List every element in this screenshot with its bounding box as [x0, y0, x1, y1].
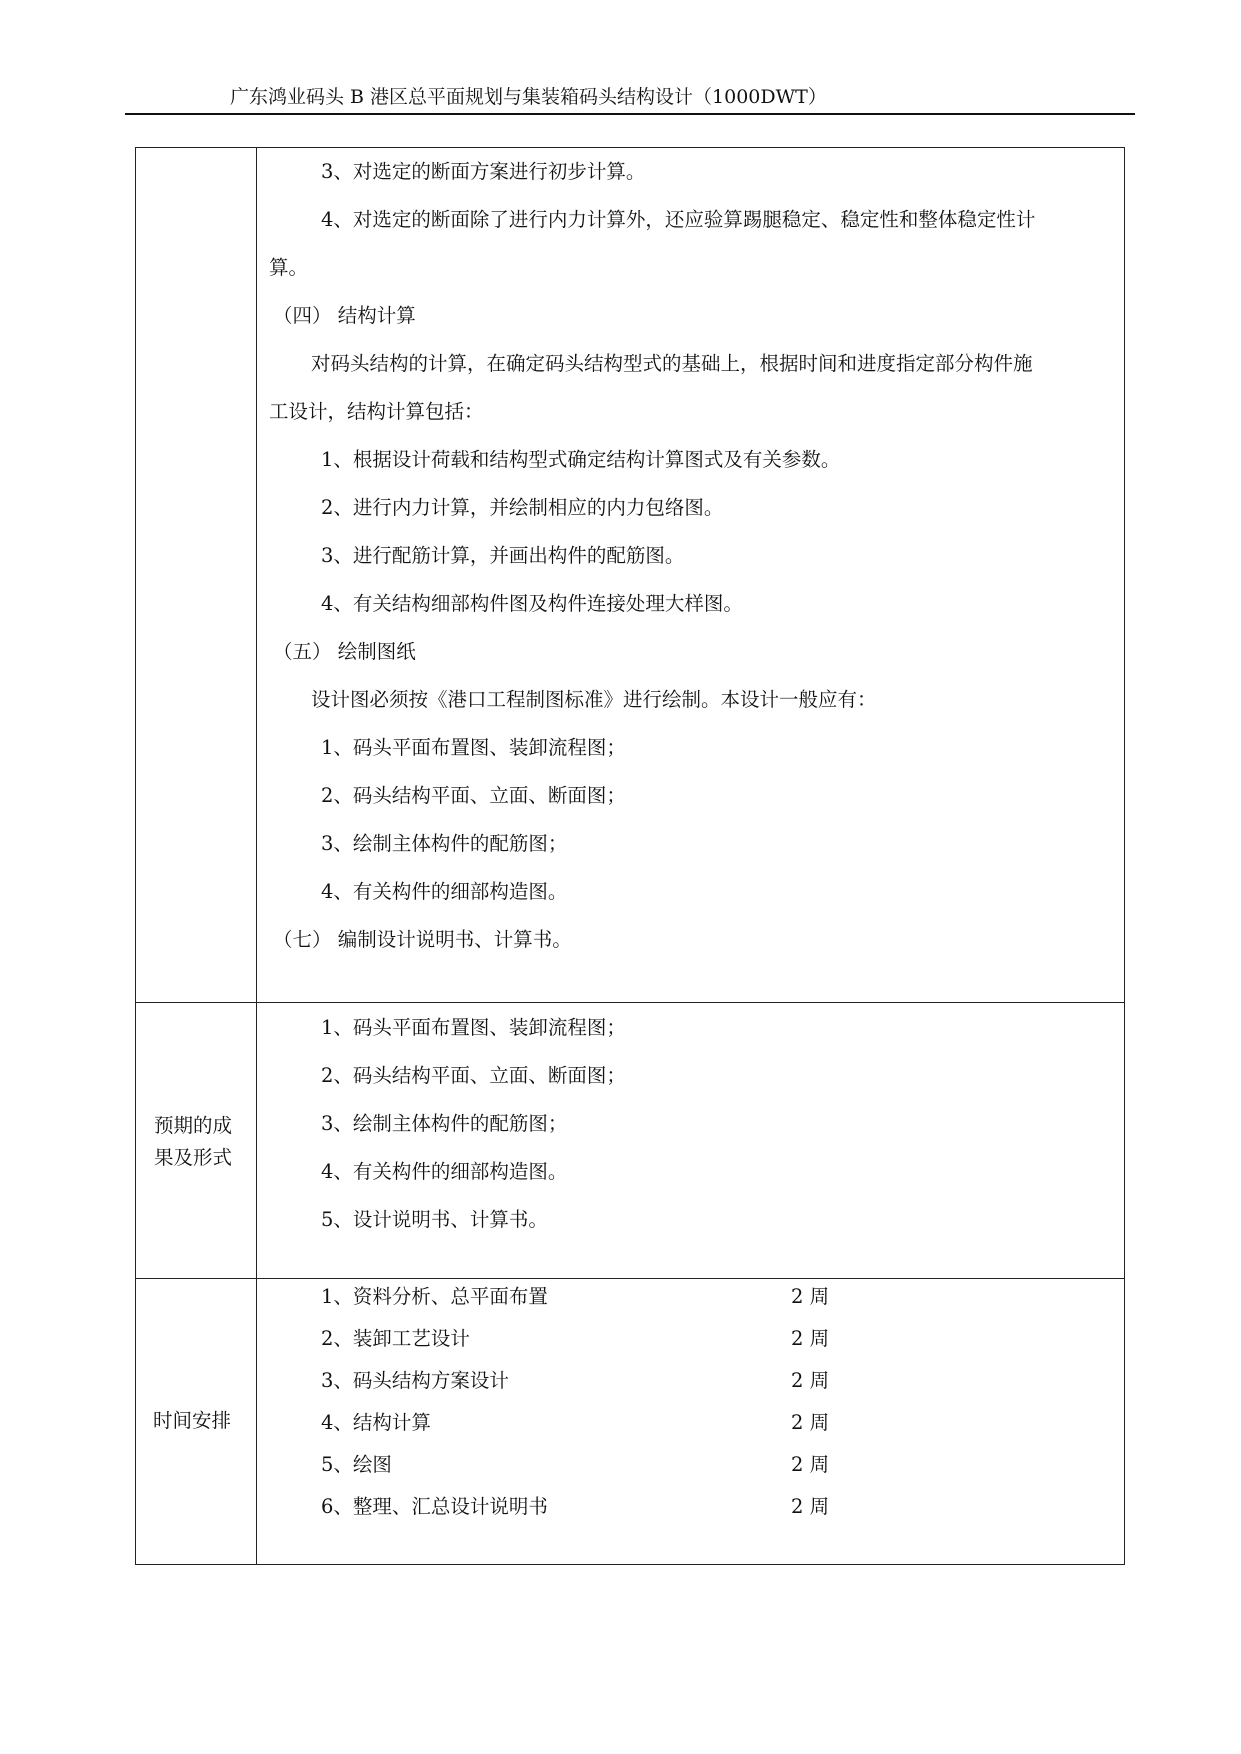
content-line: 3、绘制主体构件的配筋图； [321, 832, 568, 855]
content-line: 4、对选定的断面除了进行内力计算外，还应验算踢腿稳定、稳定性和整体稳定性计 [321, 208, 1036, 231]
content-line: 算。 [269, 256, 309, 279]
expected-label-line1: 预期的成 [154, 1114, 233, 1137]
content-line: 3、对选定的断面方案进行初步计算。 [321, 160, 646, 183]
content-line: 4、有关构件的细部构造图。 [321, 880, 568, 903]
expected-item: 1、码头平面布置图、装卸流程图； [321, 1016, 626, 1039]
expected-item: 4、有关构件的细部构造图。 [321, 1160, 568, 1183]
content-line: 4、有关结构细部构件图及构件连接处理大样图。 [321, 592, 743, 615]
schedule-duration: 2 周 [791, 1285, 830, 1308]
content-line: 1、根据设计荷载和结构型式确定结构计算图式及有关参数。 [321, 448, 841, 471]
expected-item: 2、码头结构平面、立面、断面图； [321, 1064, 626, 1087]
column-divider [256, 148, 257, 1564]
expected-label-line2: 果及形式 [154, 1146, 233, 1169]
schedule-task: 4、结构计算 [321, 1411, 431, 1434]
content-line: 1、码头平面布置图、装卸流程图； [321, 736, 626, 759]
schedule-duration: 2 周 [791, 1327, 830, 1350]
row-divider-1 [136, 1002, 1124, 1003]
row-divider-2 [136, 1278, 1124, 1279]
schedule-label: 时间安排 [153, 1409, 232, 1432]
content-line: 2、码头结构平面、立面、断面图； [321, 784, 626, 807]
content-heading: （七） 编制设计说明书、计算书。 [273, 928, 572, 951]
content-line: 对码头结构的计算，在确定码头结构型式的基础上，根据时间和进度指定部分构件施 [311, 352, 1033, 375]
schedule-task: 1、资料分析、总平面布置 [321, 1285, 548, 1308]
expected-item: 5、设计说明书、计算书。 [321, 1208, 548, 1231]
task-table [135, 147, 1125, 1565]
schedule-task: 5、绘图 [321, 1453, 392, 1476]
content-line: 设计图必须按《港口工程制图标准》进行绘制。本设计一般应有： [311, 688, 877, 711]
schedule-task: 2、装卸工艺设计 [321, 1327, 470, 1350]
content-line: 3、进行配筋计算，并画出构件的配筋图。 [321, 544, 685, 567]
page-header [125, 86, 1135, 115]
content-line: 工设计，结构计算包括： [269, 400, 484, 423]
content-heading: （四） 结构计算 [273, 304, 416, 327]
header-title: 广东鸿业码头 B 港区总平面规划与集装箱码头结构设计（1000DWT） [230, 86, 827, 108]
schedule-task: 6、整理、汇总设计说明书 [321, 1495, 548, 1518]
schedule-task: 3、码头结构方案设计 [321, 1369, 509, 1392]
schedule-duration: 2 周 [791, 1453, 830, 1476]
schedule-duration: 2 周 [791, 1411, 830, 1434]
content-line: 2、进行内力计算，并绘制相应的内力包络图。 [321, 496, 724, 519]
content-heading: （五） 绘制图纸 [273, 640, 416, 663]
schedule-duration: 2 周 [791, 1369, 830, 1392]
expected-item: 3、绘制主体构件的配筋图； [321, 1112, 568, 1135]
schedule-duration: 2 周 [791, 1495, 830, 1518]
